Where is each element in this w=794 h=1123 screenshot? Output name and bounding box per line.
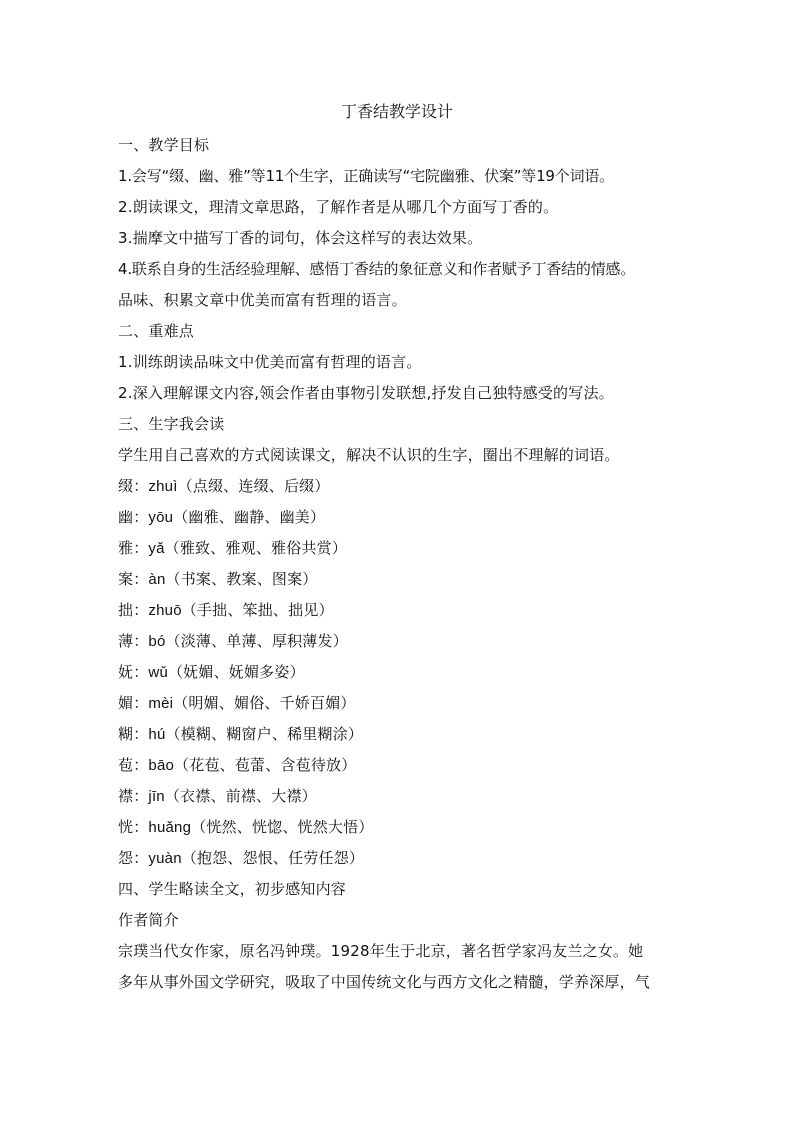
vocab-char: 妩： [118,663,149,681]
vocab-item [118,533,718,564]
vocab-item [118,564,718,595]
objective-item: 4.联系自身的生活经验理解、感悟丁香结的象征意义和作者赋予丁香结的情感。 [118,260,636,278]
key-point-item: 2.深入理解课文内容,领会作者由事物引发联想,抒发自己独特感受的写法。 [118,384,614,402]
vocab-words: （妩媚、妩媚多姿） [167,663,305,681]
vocab-pinyin: wǔ [148,664,168,681]
vocab-words: （幽雅、幽静、幽美） [173,508,326,526]
vocab-char: 怨： [118,849,149,867]
vocab-words: （抱怨、怨恨、任劳任怨） [181,849,365,867]
vocab-words: （模糊、糊窗户、稀里糊涂） [165,725,364,743]
vocab-char: 薄： [118,632,149,650]
vocab-item [118,750,718,781]
vocab-pinyin: bó [148,633,166,650]
vocab-pinyin: zhuì [148,478,178,495]
vocab-char: 襟： [118,787,149,805]
vocab-pinyin: yuàn [148,850,182,867]
vocab-char: 媚： [118,694,149,712]
vocab-words: （淡薄、单薄、厚积薄发） [165,632,348,650]
vocab-char: 雅： [118,539,149,557]
vocab-words: （明媚、媚俗、千娇百媚） [173,694,356,712]
vocab-pinyin: jīn [148,788,165,805]
vocab-char: 苞： [118,756,149,774]
vocab-words: （恍然、恍惚、恍然大悟） [191,818,374,836]
vocab-pinyin: mèi [148,695,174,712]
key-point-item: 1.训练朗读品味文中优美而富有哲理的语言。 [118,353,422,371]
objective-item: 3.揣摩文中描写丁香的词句，体会这样写的表达效果。 [118,229,483,247]
vocab-char: 幽： [118,508,149,526]
vocab-words: （花苞、苞蕾、含苞待放） [174,756,357,774]
vocab-pinyin: yōu [148,509,174,526]
vocab-char: 缀： [118,477,149,495]
vocab-item [118,626,718,657]
vocab-char: 拙： [118,601,149,619]
vocab-char: 案： [118,570,149,588]
vocab-pinyin: zhuō [148,602,182,619]
section-heading: 三、生字我会读 [118,415,225,433]
vocab-char: 恍： [118,818,149,836]
vocab-list [118,471,718,874]
vocab-item [118,719,718,750]
vocab-words: （雅致、雅观、雅俗共赏） [164,539,348,557]
document-body [118,130,718,998]
subheading: 作者简介 [118,911,179,929]
vocab-item [118,688,718,719]
section-intro: 学生用自己喜欢的方式阅读课文，解决不认识的生字，圈出不理解的词语。 [118,446,620,464]
vocab-pinyin: yǎ [148,540,165,557]
vocab-words: （书案、教案、图案） [165,570,318,588]
vocab-item [118,657,718,688]
vocab-item [118,812,718,843]
section-heading: 二、重难点 [118,322,195,340]
page-title: 丁香结教学设计 [340,102,453,121]
vocab-words: （点缀、连缀、后缀） [177,477,330,495]
vocab-words: （衣襟、前襟、大襟） [164,787,317,805]
section-heading: 一、教学目标 [118,136,210,154]
vocab-item [118,471,718,502]
vocab-pinyin: bāo [148,757,175,774]
vocab-item [118,843,718,874]
vocab-item [118,502,718,533]
vocab-pinyin: àn [148,571,166,588]
vocab-pinyin: huǎng [148,819,192,836]
vocab-item [118,781,718,812]
paragraph-line: 多年从事外国文学研究，吸取了中国传统文化与西方文化之精髓，学养深厚，气 [118,973,651,991]
section-heading: 四、学生略读全文，初步感知内容 [118,880,347,898]
vocab-item [118,595,718,626]
vocab-char: 糊： [118,725,149,743]
objective-item: 品味、积累文章中优美而富有哲理的语言。 [118,291,407,309]
objective-item: 2.朗读课文，理清文章思路，了解作者是从哪几个方面写丁香的。 [118,198,559,216]
vocab-pinyin: hú [148,726,166,743]
paragraph-line: 宗璞当代女作家，原名冯钟璞。1928年生于北京，著名哲学家冯友兰之女。她 [118,942,644,960]
vocab-words: （手拙、笨拙、拙见） [181,601,334,619]
objective-item: 1.会写“缀、幽、雅”等11个生字，正确读写“宅院幽雅、伏案”等19个词语。 [118,167,614,185]
